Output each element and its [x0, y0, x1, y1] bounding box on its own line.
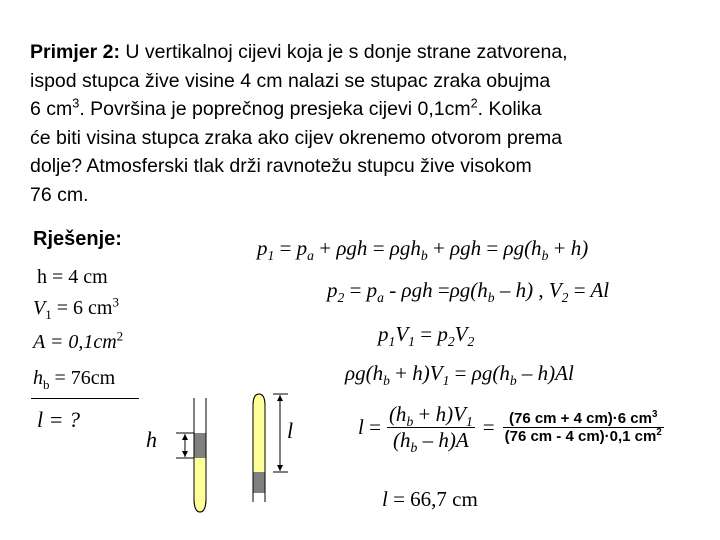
numeric-numerator: (76 cm + 4 cm)·6 $cm^3$ — [503, 410, 664, 428]
result: l = 66,7 cm — [382, 487, 478, 511]
l-label: l — [287, 418, 294, 443]
l-arrow-head-down — [277, 465, 283, 471]
equals-sign: = — [482, 415, 495, 439]
problem-line-4: će biti visina stupca zraka ako cijev okrenemo otvorom prema — [30, 126, 563, 149]
equation-boyle: $p_1V_1 = p_2V_2$ — [378, 322, 475, 350]
symbolic-denominator: $(h_b - h)A$ — [393, 428, 469, 456]
problem-line-1: Primjer 2: U vertikalnoj cijevi koja je s donje strane zatvorena, — [30, 41, 568, 63]
unknown-l: l = ? — [37, 407, 80, 432]
given-hb: $h_b = 76cm$ — [33, 367, 116, 392]
numeric-denominator: (76 cm - 4 cm)·0,1 $cm^2$ — [504, 427, 662, 445]
l-equals: l = — [358, 415, 381, 439]
symbolic-numerator: $(h_b + h)V_1$ — [388, 402, 473, 430]
h-arrow-head-up — [182, 434, 188, 440]
tube1-mercury — [195, 433, 206, 458]
givens-divider — [31, 398, 139, 399]
symbolic-fraction — [387, 402, 475, 456]
tube2-mercury — [254, 472, 265, 493]
given-area: $A = 0,1cm^2$ — [33, 328, 124, 353]
h-arrow-head-down — [182, 451, 188, 457]
h-label: h — [146, 427, 157, 452]
problem-line-2: ispod stupca žive visine 4 cm nalazi se stupac zraka obujma — [30, 69, 551, 92]
given-v1: $V_1 = 6$ $cm^3$ — [33, 294, 119, 322]
problem-line-6: 76 cm. — [30, 183, 89, 206]
numeric-fraction — [503, 410, 664, 445]
problem-heading: Primjer 2: — [30, 41, 120, 63]
equation-p2: $p_2 = p_a - \rho gh =\rho g(h_b - h)$ , $V_2 = Al$ — [327, 278, 610, 306]
given-h: h = 4 cm — [37, 266, 108, 288]
tube1-empty — [195, 398, 206, 433]
equation-p1: $p_1 = p_a + \rho gh = \rho gh_b + \rho gh = \rho g(h_b + h)$ — [257, 236, 589, 264]
equation-expanded: $\rho g(h_b + h)V_1 = \rho g(h_b - h)Al$ — [345, 361, 574, 389]
tube2-air — [254, 395, 265, 473]
solution-label: Rješenje: — [33, 228, 122, 250]
problem-line-3: 6 $cm^3$. Površina je poprečnog presjeka cijevi $0,1cm^2$. Kolika — [30, 96, 542, 120]
problem-text — [30, 38, 700, 209]
tube1-air — [195, 458, 206, 512]
tube2-empty — [254, 493, 265, 502]
equation-l-fraction — [358, 402, 664, 456]
tubes-figure — [140, 390, 320, 520]
problem-line-5: dolje? Atmosferski tlak drži ravnotežu stupcu žive visokom — [30, 155, 532, 177]
l-arrow-head-up — [277, 395, 283, 401]
